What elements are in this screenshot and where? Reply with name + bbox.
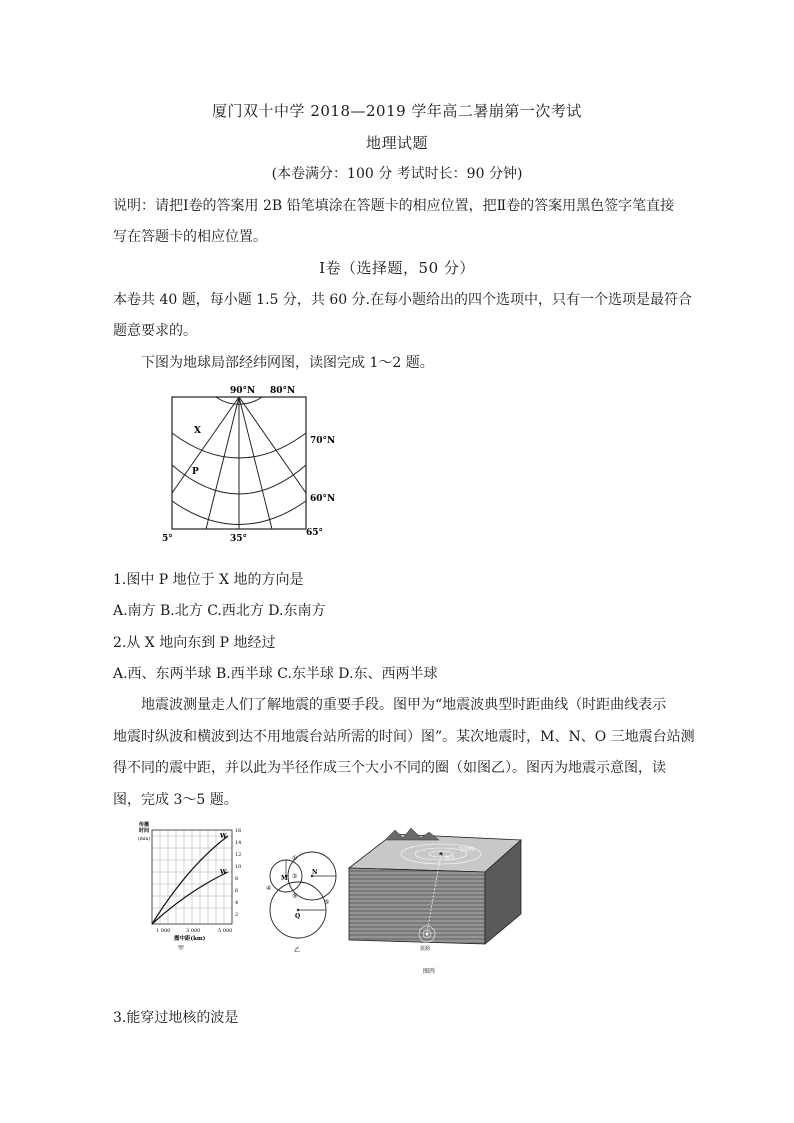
intro-q1-2: 下图为地球局部经纬网图，读图完成 1～2 题。: [141, 355, 434, 371]
section-title: Ⅰ卷（选择题，50 分）: [319, 259, 475, 277]
instruction-line-1: 说明：请把Ⅰ卷的答案用 2B 铅笔填涂在答题卡的相应位置，把Ⅱ卷的答案用黑色签字笔直接: [113, 198, 675, 214]
figure-jia-time-distance: [138, 816, 250, 956]
y-tick: 12: [235, 852, 242, 858]
figure-yi-circles: [262, 846, 346, 958]
y-tick: 10: [235, 864, 242, 870]
label-5: 5°: [162, 534, 173, 543]
score-info: (本卷满分：100 分 考试时长：90 分钟): [271, 166, 523, 182]
label-n: N: [312, 869, 318, 876]
label-90n: 90°N: [230, 386, 256, 396]
y-tick: 14: [235, 840, 242, 846]
label-isoseismal: 等震线: [459, 847, 475, 853]
label-x: X: [194, 426, 201, 436]
passage-line-4: 图，完成 3～5 题。: [113, 792, 238, 808]
passage-line-1: 地震波测量走人们了解地震的重要手段。图甲为“地震波典型时距曲线（时距曲线表示: [141, 697, 667, 713]
ylabel-3: 时: [139, 828, 145, 834]
ylabel-4: 间: [144, 828, 150, 834]
label-65: 65°: [306, 528, 324, 538]
ylabel-unit: (min): [138, 837, 151, 842]
circle-label: ③: [292, 893, 298, 900]
passage-line-2: 地震时纵波和横波到达不用地震台站所需的时间）图”。某次地震时，M、N、O 三地震台站测: [113, 729, 695, 745]
y-tick: 8: [235, 876, 239, 882]
q2-options: A.西、东两半球 B.西半球 C.东半球 D.东、西两半球: [113, 666, 438, 682]
q3-stem: 3.能穿过地核的波是: [113, 1010, 239, 1026]
y-tick: 16: [235, 828, 242, 834]
q1-stem: 1.图中 P 地位于 X 地的方向是: [113, 572, 304, 588]
label-80n: 80°N: [270, 386, 296, 396]
circle-label: ②: [292, 873, 298, 880]
subject-title: 地理试题: [365, 134, 428, 152]
section-desc-line-1: 本卷共 40 题，每小题 1.5 分，共 60 分.在每小题给出的四个选项中，只有一个选项是最符合: [113, 292, 693, 308]
caption-bing: 图丙: [423, 968, 436, 975]
label-35: 35°: [230, 534, 248, 543]
w2-label: W: [220, 869, 227, 876]
y-tick: 6: [235, 888, 239, 894]
y-tick: 4: [235, 900, 239, 906]
x-tick: 3 000: [186, 928, 201, 934]
ylabel-2: 播: [144, 822, 150, 828]
label-60n: 60°N: [310, 494, 336, 504]
section-desc-line-2: 题意要求的。: [113, 323, 197, 339]
label-q: Q: [295, 913, 301, 920]
label-m: M: [281, 875, 288, 882]
figure-bing-earthquake-block: [345, 826, 525, 976]
ylabel-1: 传: [139, 822, 145, 828]
circle-label: ⑤: [324, 899, 330, 906]
x-tick: 5 000: [218, 928, 233, 934]
q1-options: A.南方 B.北方 C.西北方 D.东南方: [113, 603, 326, 619]
label-70n: 70°N: [310, 436, 336, 446]
label-p: P: [192, 467, 199, 477]
y-tick: 2: [235, 912, 239, 918]
q2-stem: 2.从 X 地向东到 P 地经过: [113, 635, 276, 651]
x-tick: 1 000: [156, 928, 171, 934]
graticule-map: [160, 383, 350, 543]
caption-jia: 甲: [178, 945, 185, 952]
passage-line-3: 得不同的震中距，并以此为半径作成三个大小不同的圈（如图乙）。图丙为地震示意图，读: [113, 760, 666, 776]
circle-label: ④: [266, 885, 272, 892]
label-epicenter: 震中: [445, 856, 456, 862]
y-tick-labels: [235, 828, 241, 918]
caption-yi: 乙: [294, 947, 301, 954]
circle-label: ①: [292, 855, 298, 862]
x-axis-label: 震中距(km): [174, 936, 206, 942]
instruction-line-2: 写在答题卡的相应位置。: [113, 229, 267, 245]
label-focus: 震源: [420, 946, 431, 952]
exam-title: 厦门双十中学 2018—2019 学年高二暑崩第一次考试: [212, 102, 582, 120]
w1-label: W: [220, 833, 227, 840]
